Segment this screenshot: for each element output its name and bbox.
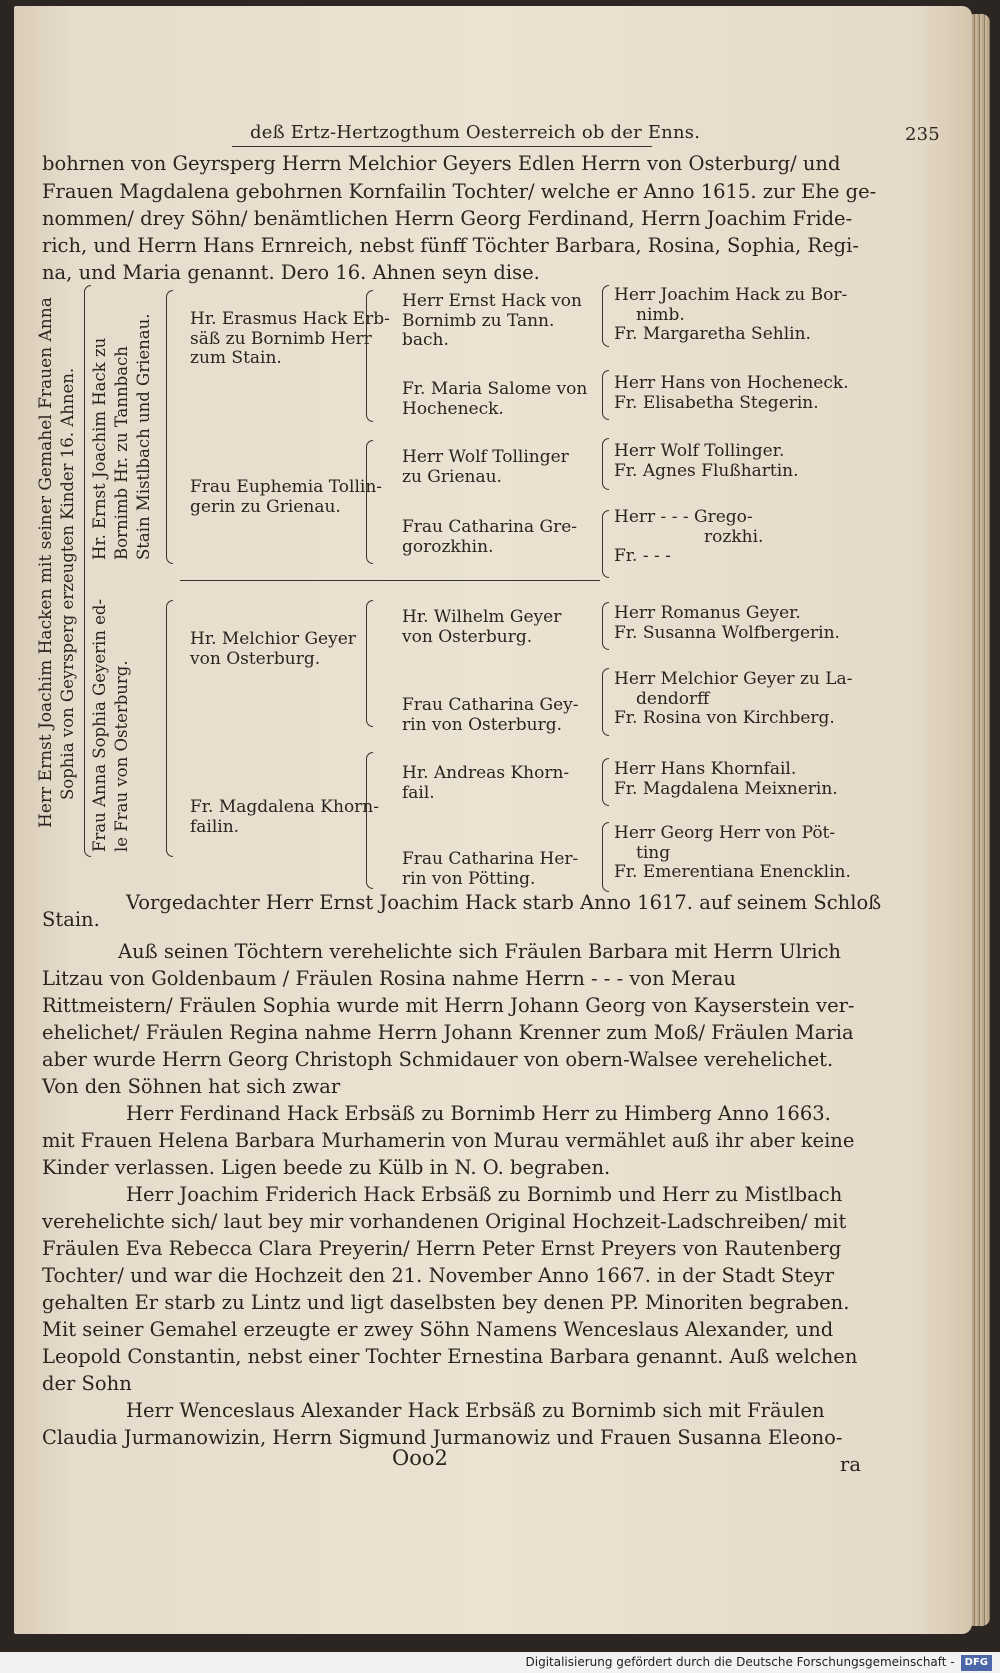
brace-ggp1 [602,285,609,347]
great-grandparent-entry: Hr. Andreas Khorn- fail. [402,763,570,803]
father-title: Bornimb Hr. zu Tannbach [112,346,131,560]
great-grandparent-entry: Herr Ernst Hack von Bornimb zu Tann. bach. [402,291,582,351]
intro-line: rich, und Herrn Hans Ernreich, nebst fünff Töchter Barbara, Rosina, Sophia, Regi- [42,234,859,257]
body-line: Litzau von Goldenbaum / Fräulen Rosina nahme Herrn - - - von Merau [42,967,736,990]
body-line: verehelichte sich/ laut bey mir vorhandenen Original Hochzeit-Ladschreiben/ mit [42,1210,847,1233]
brace-gp3 [366,600,373,727]
body-line: Rittmeistern/ Fräulen Sophia wurde mit Herrn Johann Georg von Kayserstein ver- [42,994,855,1017]
brace-ggp7 [602,758,609,806]
intro-line: nommen/ drey Söhn/ benämtlichen Herrn Georg Ferdinand, Herrn Joachim Fride- [42,207,853,230]
great-grandparent-entry: Fr. Maria Salome von Hocheneck. [402,379,588,419]
body-line: gehalten Er starb zu Lintz und ligt daselbsten bey denen PP. Minoriten begraben. [42,1291,850,1314]
footer-credit: Digitalisierung gefördert durch die Deutsche Forschungsgemeinschaft - [525,1655,955,1669]
ggg-entry: Herr Hans Khornfail. Fr. Magdalena Meixnerin. [614,759,838,799]
pedigree-root-title: Herr Ernst Joachim Hacken mit seiner Gemahel Frauen Anna [36,297,56,828]
body-line: Vorgedachter Herr Ernst Joachim Hack starb Anno 1617. auf seinem Schloß [126,891,882,914]
ggg-entry: Herr Hans von Hocheneck. Fr. Elisabetha Stegerin. [614,373,849,413]
grandparent-entry: Hr. Melchior Geyer von Osterburg. [190,629,356,669]
body-line: Kinder verlassen. Ligen beede zu Külb in N. O. begraben. [42,1156,611,1179]
ggg-entry: Herr Romanus Geyer. Fr. Susanna Wolfbergerin. [614,603,840,643]
brace-father [166,290,173,564]
mother-title: le Frau von Osterburg. [112,660,131,852]
pedigree-root-subtitle: Sophia von Geyrsperg erzeugten Kinder 16. Ahnen. [58,367,77,800]
body-line: ra [840,1453,861,1476]
header-rule [232,146,652,147]
intro-line: Frauen Magdalena gebohrnen Kornfailin Tochter/ welche er Anno 1615. zur Ehe ge- [42,180,877,203]
pedigree-divider [180,580,600,581]
dfg-logo: DFG [961,1655,992,1671]
ggg-entry: Herr Melchior Geyer zu La- dendorff Fr. Rosina von Kirchberg. [614,669,853,729]
great-grandparent-entry: Frau Catharina Gey- rin von Osterburg. [402,695,579,735]
brace-root [84,285,91,857]
body-line: Claudia Jurmanowizin, Herrn Sigmund Jurmanowiz und Frauen Susanna Eleono- [42,1426,843,1449]
brace-mother [166,600,173,857]
signature-mark: Ooo2 [392,1446,448,1470]
grandparent-entry: Fr. Magdalena Khorn- failin. [190,797,379,837]
body-line: Von den Söhnen hat sich zwar [42,1075,341,1098]
brace-ggp3 [602,438,609,490]
grandparent-entry: Hr. Erasmus Hack Erb- säß zu Bornimb Herr zum Stain. [190,309,390,369]
page-edge-stack [972,14,990,1626]
great-grandparent-entry: Frau Catharina Gre- gorozkhin. [402,517,578,557]
father-name: Hr. Ernst Joachim Hack zu [90,337,109,560]
intro-line: na, und Maria genannt. Dero 16. Ahnen seyn dise. [42,261,540,284]
ggg-entry: Herr Georg Herr von Pöt- ting Fr. Emerentiana Enencklin. [614,823,851,883]
great-grandparent-entry: Hr. Wilhelm Geyer von Osterburg. [402,607,562,647]
grandparent-entry: Frau Euphemia Tollin- gerin zu Grienau. [190,477,383,517]
body-line: Tochter/ und war die Hochzeit den 21. November Anno 1667. in der Stadt Steyr [42,1264,835,1287]
ggg-entry: Herr Wolf Tollinger. Fr. Agnes Flußhartin. [614,441,799,481]
body-line: Herr Ferdinand Hack Erbsäß zu Bornimb Herr zu Himberg Anno 1663. [126,1102,831,1125]
mother-name: Frau Anna Sophia Geyerin ed- [90,598,109,852]
brace-ggp4 [602,510,609,578]
brace-ggp6 [602,668,609,736]
great-grandparent-entry: Herr Wolf Tollinger zu Grienau. [402,447,569,487]
body-line: Mit seiner Gemahel erzeugte er zwey Söhn Namens Wenceslaus Alexander, und [42,1318,834,1341]
body-line: Herr Joachim Friderich Hack Erbsäß zu Bornimb und Herr zu Mistlbach [126,1183,843,1206]
body-line: Herr Wenceslaus Alexander Hack Erbsäß zu Bornimb sich mit Fräulen [126,1399,825,1422]
body-line: Fräulen Eva Rebecca Clara Preyerin/ Herrn Peter Ernst Preyers von Rautenberg [42,1237,842,1260]
body-line: aber wurde Herrn Georg Christoph Schmidauer von obern-Walsee verehelichet. [42,1048,834,1071]
body-line: Leopold Constantin, nebst einer Tochter Ernestina Barbara genannt. Auß welchen [42,1345,858,1368]
intro-line: bohrnen von Geyrsperg Herrn Melchior Geyers Edlen Herrn von Osterburg/ und [42,152,841,175]
ggg-entry: Herr - - - Grego- rozkhi. Fr. - - - [614,507,764,567]
body-line: der Sohn [42,1372,132,1395]
father-title-cont: Stain Mistlbach und Grienau. [134,313,153,560]
running-title: deß Ertz-Hertzogthum Oesterreich ob der Enns. [250,122,701,143]
body-line: Stain. [42,908,100,931]
great-grandparent-entry: Frau Catharina Her- rin von Pötting. [402,849,579,889]
brace-ggp5 [602,602,609,650]
digitization-footer [0,1652,1000,1673]
body-line: mit Frauen Helena Barbara Murhamerin von Murau vermählet auß ihr aber keine [42,1129,855,1152]
brace-ggp8 [602,822,609,892]
brace-ggp2 [602,370,609,420]
body-line: ehelichet/ Fräulen Regina nahme Herrn Johann Krenner zum Moß/ Fräulen Maria [42,1021,854,1044]
body-line: Auß seinen Töchtern verehelichte sich Fräulen Barbara mit Herrn Ulrich [118,940,841,963]
page-number: 235 [905,124,940,145]
ggg-entry: Herr Joachim Hack zu Bor- nimb. Fr. Margaretha Sehlin. [614,285,848,345]
